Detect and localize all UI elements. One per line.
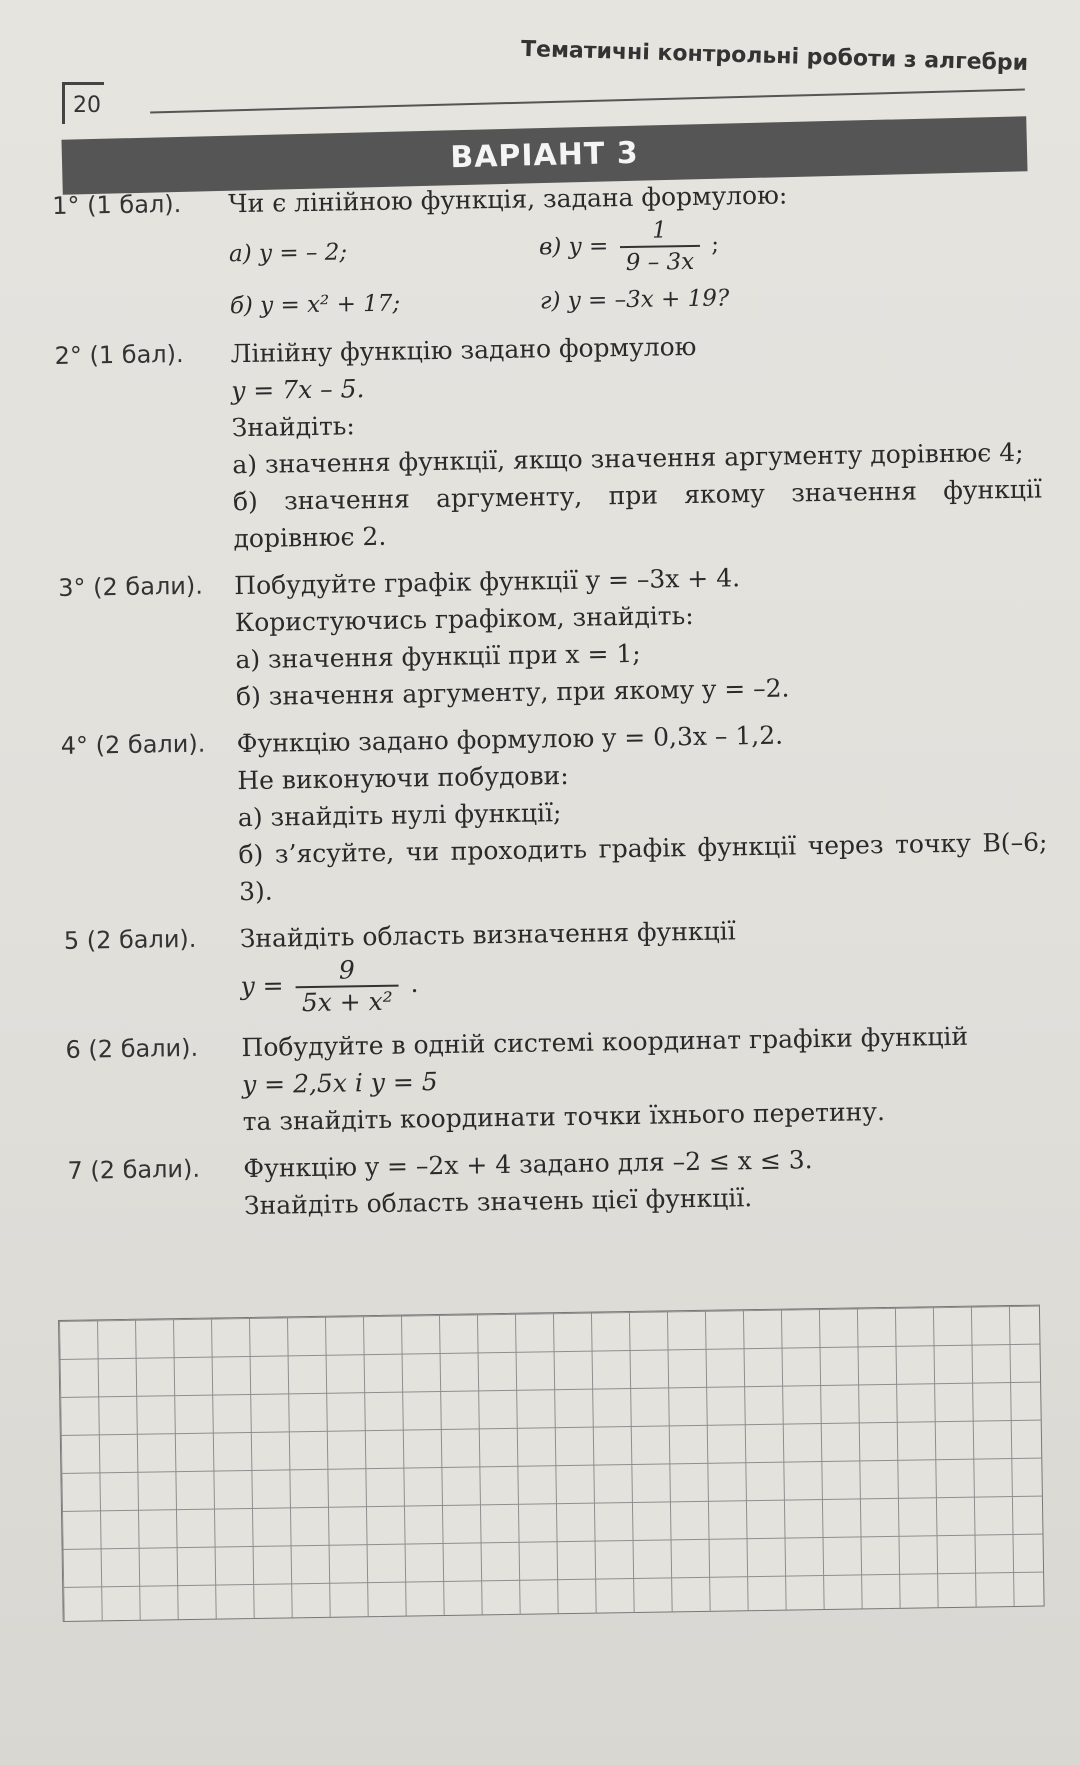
fraction-denominator: 9 – 3x: [620, 245, 701, 278]
task-body: [228, 173, 1039, 326]
task-line: та знайдіть координати точки їхнього перетину.: [242, 1097, 886, 1137]
option-v-prefix: в) y =: [538, 233, 609, 261]
task-formula: [240, 944, 1050, 1019]
task-subitem-a: а) значення функції при x = 1;: [235, 638, 641, 675]
task-body: [234, 554, 1045, 715]
task-label: 5 (2 бали).: [63, 924, 197, 955]
task-options: [229, 210, 1040, 326]
task-line: Знайдіть:: [231, 411, 356, 443]
answer-grid[interactable]: [58, 1305, 1045, 1622]
task-4: [60, 712, 1048, 912]
variant-title: ВАРІАНТ 3: [449, 135, 640, 176]
task-text: Чи є лінійною функція, задана формулою:: [228, 180, 788, 219]
task-line: Користуючись графіком, знайдіть:: [234, 600, 694, 638]
option-a: а) y = – 2;: [228, 239, 348, 268]
task-label: 6 (2 бали).: [65, 1033, 199, 1064]
formula-suffix: .: [410, 968, 419, 998]
task-line: Функцію y = –2x + 4 задано для –2 ≤ x ≤ 3.: [243, 1145, 813, 1184]
task-line: Лінійну функцію задано формулою: [230, 331, 697, 369]
option-g: г) y = –3x + 19?: [539, 285, 730, 315]
fraction-numerator: 9: [338, 955, 355, 985]
task-subitem-a: а) знайдіть нулі функції;: [237, 798, 562, 833]
task-line: Функцію задано формулою y = 0,3x – 1,2.: [236, 720, 784, 759]
task-6: [65, 1016, 1052, 1142]
task-body: [243, 1137, 1053, 1224]
page-number: 20: [62, 82, 104, 124]
fraction-denominator: 5x + x²: [296, 985, 399, 1019]
task-formula: y = 7x – 5.: [230, 374, 365, 406]
option-v-fraction: [619, 215, 700, 278]
formula-prefix: y =: [240, 970, 284, 1001]
option-b: б) y = x² + 17;: [229, 290, 401, 320]
task-subitem-b: б) значення аргументу, при якому y = –2.: [235, 673, 790, 712]
task-label: 2° (1 бал).: [54, 339, 184, 370]
task-subitem-b: б) з’ясуйте, чи проходить графік функції через точку B(–6; 3).: [238, 827, 1048, 907]
task-subitem-b: б) значення аргументу, при якому значення функції дорівнює 2.: [232, 474, 1043, 554]
option-v: [539, 210, 1039, 280]
task-3: [58, 554, 1045, 717]
fraction-numerator: 1: [651, 217, 668, 244]
task-2: [54, 323, 1042, 560]
task-body: [236, 712, 1048, 910]
task-line: Не виконуючи побудови:: [237, 760, 569, 796]
task-subitem-a: а) значення функції, якщо значення аргументу дорівнює 4;: [232, 437, 1024, 480]
option-v-suffix: ;: [711, 231, 720, 258]
task-list: [52, 173, 1053, 1237]
task-text: Знайдіть область визначення функції: [239, 916, 736, 954]
task-body: [241, 1016, 1052, 1140]
task-label: 1° (1 бал).: [52, 189, 182, 220]
header-rule: [150, 89, 1025, 114]
task-7: [67, 1137, 1053, 1226]
task-body: [240, 907, 1050, 1019]
task-body: [230, 323, 1042, 558]
task-formula: y = 2,5x і y = 5: [241, 1067, 438, 1100]
task-line: Знайдіть область значень цієї функції.: [243, 1183, 753, 1221]
running-title: Тематичні контрольні роботи з алгебри: [520, 36, 1029, 77]
task-label: 3° (2 бали).: [58, 571, 204, 602]
task-line: Побудуйте графік функції y = –3x + 4.: [234, 563, 741, 601]
task-label: 4° (2 бали).: [60, 729, 206, 760]
task-5: [64, 907, 1050, 1021]
task-1: [52, 173, 1039, 328]
task-line: Побудуйте в одній системі координат графіки функцій: [241, 1021, 969, 1063]
task-label: 7 (2 бали).: [67, 1154, 201, 1185]
formula-fraction: [295, 955, 399, 1019]
